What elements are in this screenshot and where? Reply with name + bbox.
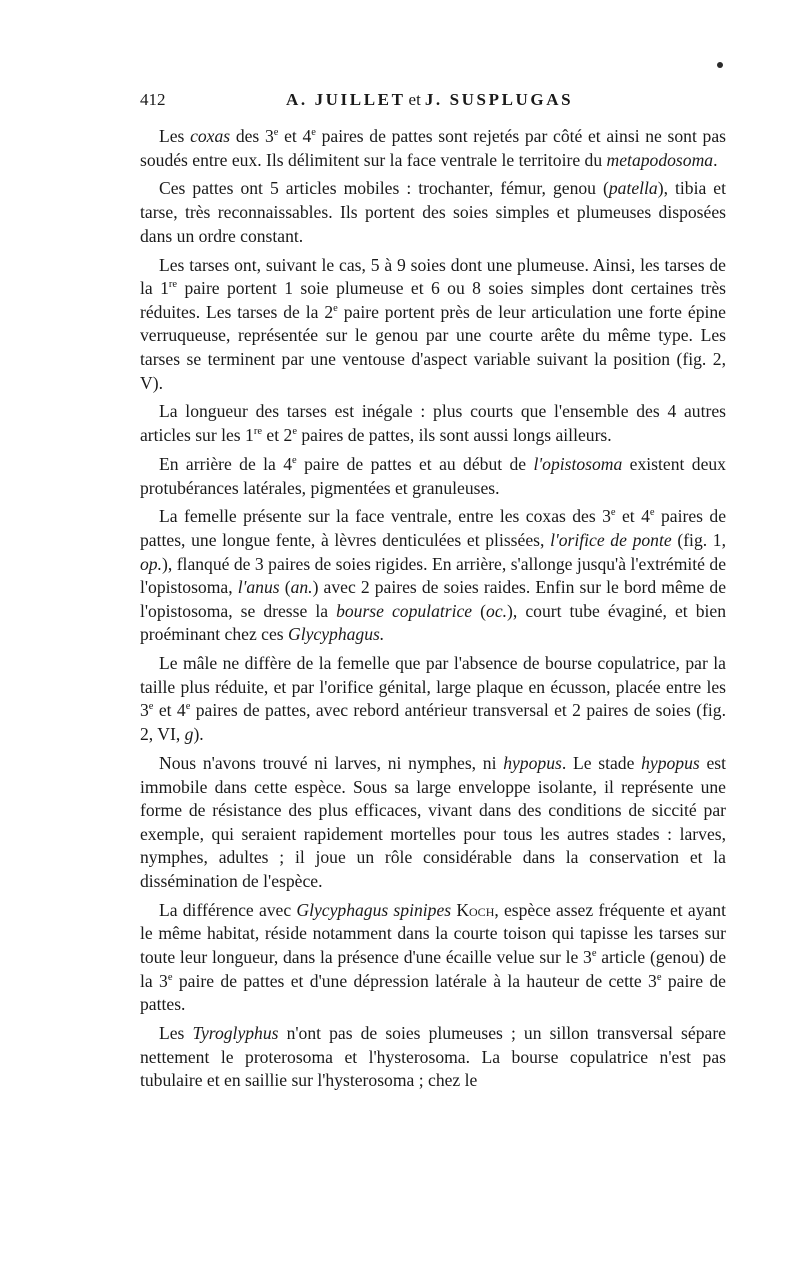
body-text (140, 125, 726, 1098)
text-run: paires de pattes sont rejetés par côté et ainsi ne sont pas soudés entre eux. Ils délimitent sur la face ventrale le territoire du (140, 126, 726, 170)
text-run: paires de pattes, ils sont aussi longs ailleurs. (296, 425, 612, 446)
italic-term: metapodosoma (606, 149, 714, 170)
italic-term: hypopus (641, 752, 700, 773)
text-run: La femelle présente sur la face ventrale, entre les coxas des 3 (159, 506, 611, 527)
author-susplugas: J. SUSPLUGAS (424, 90, 574, 109)
text-run: ( (279, 577, 291, 598)
italic-term: bourse copulatrice (336, 600, 473, 621)
ordinal-suffix: e (591, 948, 597, 960)
text-run: article (genou) de la 3 (140, 946, 727, 991)
italic-term: g (184, 724, 194, 745)
ordinal-suffix: e (292, 455, 297, 467)
italic-term: op. (140, 553, 162, 574)
text-run: La longueur des tarses est inégale : plus courts que l'ensemble des 4 autres articles sur les 1 (140, 401, 726, 446)
text-run: paire portent près de leur articulation une forte épine verruqueuse, représentée sur le genou par une courte arête du même type. Les tarses se terminent par une ventouse d'aspect variable suivant la position (fig. 2, V). (140, 301, 726, 393)
text-run: . (713, 149, 718, 170)
text-run: paire portent 1 soie plumeuse et 6 ou 8 soies simples dont certaines très réduites. Les tarses de la 2 (140, 278, 726, 322)
author-juillet: A. JUILLET (286, 90, 406, 109)
paragraph (140, 752, 726, 894)
text-run: et 2 (262, 425, 293, 446)
paragraph (140, 453, 726, 500)
ordinal-suffix: re (168, 279, 178, 291)
paragraph (140, 400, 726, 447)
italic-term: Tyroglyphus (192, 1023, 279, 1044)
running-header (140, 90, 726, 118)
text-run: n'ont pas de soies plumeuses ; un sillon transversal sépare nettement le proterosoma et l'hysterosoma. La bourse copulatrice n'est pas tubulaire et en saillie sur l'hysterosoma ; chez le (140, 1023, 726, 1091)
paragraph (140, 652, 726, 746)
ordinal-suffix: e (167, 971, 173, 983)
italic-term: l'opistosoma (533, 453, 623, 474)
text-run: paire de pattes. (140, 970, 726, 1015)
text-run: , espèce assez fréquente et ayant le même habitat, réside notamment dans la courte toison qui tapisse les tarses sur toute leur longueur, dans la présence d'une écaille velue sur le 3 (140, 899, 726, 967)
text-run: Les (159, 1023, 193, 1044)
text-run: paires de pattes, une longue fente, à lèvres denticulées et plissées, (140, 506, 726, 550)
text-run: Les (159, 126, 191, 146)
text-run: Le mâle ne diffère de la femelle que par l'absence de bourse copulatrice, par la taille plus réduite, et par l'orifice génital, large plaque en écusson, placée entre les 3 (140, 653, 726, 721)
ordinal-suffix: e (656, 971, 662, 983)
italic-term: l'orifice de ponte (550, 529, 672, 550)
italic-term: an. (290, 577, 313, 598)
italic-term: Glycyphagus. (288, 624, 385, 645)
paragraph (140, 125, 726, 172)
text-run: est immobile dans cette espèce. Sous sa large enveloppe isolante, il représente une forme de résistance des plus efficaces, vivant dans des conditions de siccité par exemple, qui seraient rapidement mortelles pour tous les autres stades : larves, nymphes, adultes ; il joue un rôle considérable dans la conservation et la dissémination de l'espèce. (140, 752, 726, 891)
italic-term: l'anus (237, 577, 280, 598)
text-run: ), tibia et tarse, très reconnaissables. Ils portent des soies simples et plumeuses disposées dans un ordre constant. (140, 178, 726, 246)
text-run: Les tarses ont, suivant le cas, 5 à 9 soies dont une plumeuse. Ainsi, les tarses de la 1 (140, 254, 726, 299)
text-run: ), court tube évaginé, et bien proéminant chez ces (140, 600, 726, 645)
paragraph (140, 1022, 726, 1093)
text-run: ( (472, 600, 487, 621)
page-number: 412 (140, 90, 166, 109)
text-run: et 4 (615, 506, 650, 527)
ordinal-suffix: e (185, 701, 191, 713)
text-run: des 3 (230, 126, 274, 146)
ordinal-suffix: e (311, 127, 316, 139)
text-run: et 4 (278, 126, 312, 146)
text-run: ) avec 2 paires de soies raides. Enfin sur le bord même de l'opistosoma, se dresse la (140, 577, 727, 621)
italic-term: hypopus (503, 752, 562, 773)
ordinal-suffix: e (649, 507, 655, 519)
text-run: Ces pattes ont 5 articles mobiles : trochanter, fémur, genou ( (159, 178, 609, 199)
text-run: . Le stade (561, 752, 642, 773)
author-conjunction: et (408, 90, 421, 109)
text-run: ), flanqué de 3 paires de soies rigides. En arrière, s'allonge jusqu'à l'extrémité de l'opistosoma, (140, 553, 726, 598)
italic-term: coxas (190, 126, 231, 146)
ordinal-suffix: e (610, 507, 616, 519)
author-citation: Koch (456, 899, 495, 920)
text-run: (fig. 1, (671, 529, 726, 550)
paragraph (140, 899, 726, 1017)
ordinal-suffix: e (333, 302, 338, 314)
text-run: paires de pattes, avec rebord antérieur transversal et 2 paires de soies (fig. 2, VI, (140, 700, 726, 745)
italic-term: oc. (486, 600, 508, 621)
ordinal-suffix: e (273, 127, 279, 139)
ordinal-suffix: e (148, 701, 154, 713)
paragraph (140, 505, 726, 647)
ordinal-suffix: e (292, 426, 297, 438)
text-run: et 4 (153, 700, 186, 721)
italic-term: patella (608, 178, 658, 199)
text-run: paire de pattes et d'une dépression latérale à la hauteur de cette 3 (172, 970, 657, 991)
running-head-authors (286, 90, 573, 110)
ink-dot (717, 62, 723, 68)
text-run: paire de pattes et au début de (296, 453, 534, 474)
text-run: ). (193, 724, 204, 745)
text-run: La différence avec (159, 899, 297, 920)
text-run: existent deux protubérances latérales, pigmentées et granuleuses. (140, 453, 726, 498)
italic-term: Glycyphagus spinipes (296, 899, 452, 920)
text-run: En arrière de la 4 (159, 453, 293, 474)
text-run: Nous n'avons trouvé ni larves, ni nymphes, ni (159, 752, 504, 773)
paragraph (140, 177, 726, 248)
ordinal-suffix: re (253, 426, 263, 438)
paragraph (140, 254, 726, 396)
